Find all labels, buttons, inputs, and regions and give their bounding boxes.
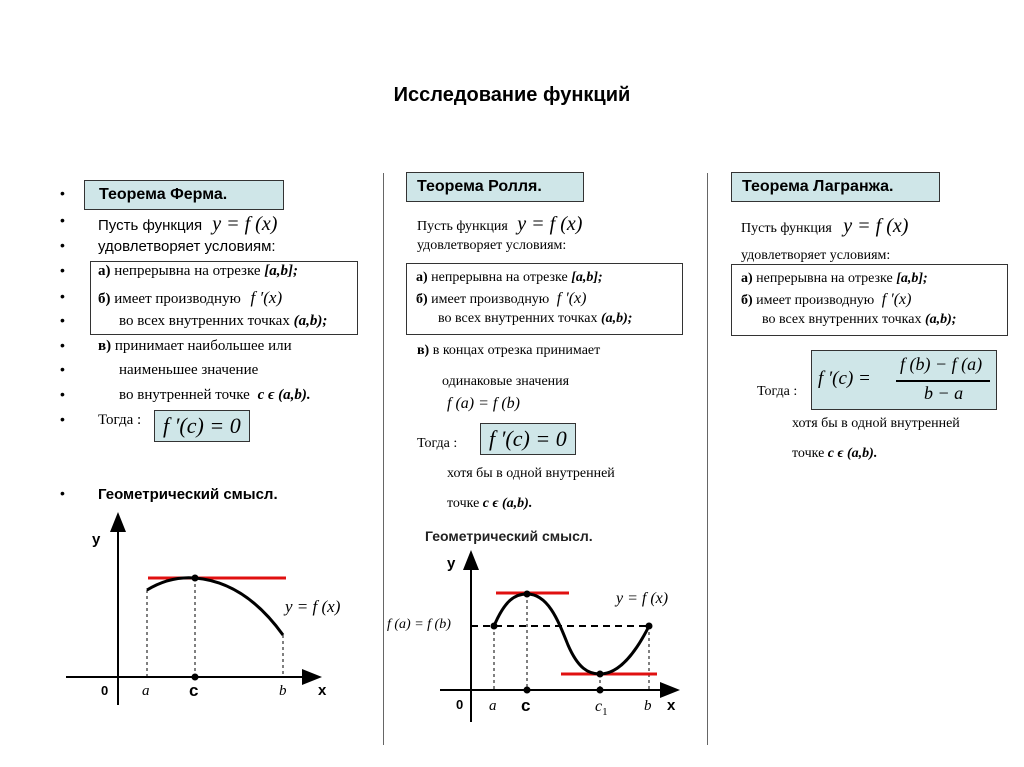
condition-v-cont: наименьшее значение [119,362,259,378]
lagrange-heading: Теорема Лагранжа. [731,172,940,202]
condition-a: а) непрерывна на отрезке [a,b]; [741,271,928,286]
point-c1 [597,687,604,694]
point-a [491,623,498,630]
condition-v: в) в концах отрезка принимает [417,343,601,358]
lagrange-result [811,350,997,410]
bullet: • [60,337,65,353]
result-lhs: f ′(c) = [818,368,871,389]
origin-label: 0 [101,683,109,698]
bullet: • [60,237,65,253]
x-axis-label: x [318,682,327,699]
column-divider [383,173,384,745]
point-c [192,674,199,681]
function-label: y = f (x) [616,590,669,607]
result-numerator: f (b) − f (a) [900,354,983,374]
condition-b: б) имеет производную f ′(x) [98,288,283,307]
level-label: f (a) = f (b) [387,617,451,632]
bullet: • [60,485,65,501]
condition-a: а) непрерывна на отрезке [a,b]; [416,270,603,285]
geometric-meaning-heading: Геометрический смысл. [425,528,593,544]
y-axis-label: y [92,531,101,548]
function-label: y = f (x) [285,597,341,616]
bullet: • [60,361,65,377]
let-function-text: Пусть функция y = f (x) [417,213,583,235]
condition-b-cont: во всех внутренних точках (a,b); [762,312,957,327]
then-label: Тогда : [417,436,458,451]
a-label: a [489,698,497,714]
column-divider [707,173,708,745]
c1-label: $c_1$ [595,698,608,719]
c-label: c [189,681,199,700]
conclusion-2: точке c ϵ (a,b). [792,446,878,461]
let-function-text: Пусть функция y = f (x) [741,215,909,237]
condition-v-cont: одинаковые значения [442,374,570,389]
point-c [524,687,531,694]
bullet: • [60,212,65,228]
y-axis-label: y [447,555,456,572]
condition-b: б) имеет производную f ′(x) [741,291,912,308]
fraction-bar [896,380,990,382]
let-function-text [98,213,277,236]
point-max [524,591,531,598]
bullet: • [60,262,65,278]
label: Пусть функция [98,217,203,234]
function-curve [147,578,283,635]
then-label: Тогда : [757,384,798,399]
a-label: a [142,683,150,699]
then-label: Тогда : [98,412,142,428]
b-label: b [644,698,652,714]
point-b [646,623,653,630]
satisfies-text: удовлетворяет условиям: [98,238,276,255]
fermat-heading: Теорема Ферма. [84,180,284,210]
bullet: • [60,411,65,427]
fermat-result: f ′(c) = 0 [154,410,250,442]
conclusion-1: хотя бы в одной внутренней [447,466,615,481]
c-label: c [521,696,531,715]
function-formula: y = f (x) [212,213,278,235]
b-label: b [279,683,287,699]
origin-label: 0 [456,697,464,712]
rolle-result: f ′(c) = 0 [480,423,576,455]
bullet: • [60,312,65,328]
condition-a: а) непрерывна на отрезке [a,b]; [98,263,299,279]
condition-b-cont: во всех внутренних точках (a,b); [438,311,633,326]
satisfies-text: удовлетворяет условиям: [741,248,891,263]
geometric-meaning-heading: Геометрический смысл. [98,486,278,503]
bullet: • [60,185,65,201]
conclusion-2: точке c ϵ (a,b). [447,496,533,511]
conclusion-1: хотя бы в одной внутренней [792,416,960,431]
condition-b-cont: во всех внутренних точках (a,b); [119,313,328,329]
condition-v-point: во внутренней точке c ϵ (a,b). [119,387,311,403]
satisfies-text: удовлетворяет условиям: [417,238,567,253]
rolle-heading: Теорема Ролля. [406,172,584,202]
condition-b: б) имеет производную f ′(x) [416,290,587,307]
point-max [192,575,199,582]
x-axis-label: x [667,697,676,714]
condition-v: в) принимает наибольшее или [98,338,292,354]
point-min [597,671,604,678]
equal-values: f (a) = f (b) [447,395,520,412]
bullet: • [60,386,65,402]
result-denominator: b − a [924,383,964,403]
page-title: Исследование функций [393,84,631,106]
bullet: • [60,288,65,304]
